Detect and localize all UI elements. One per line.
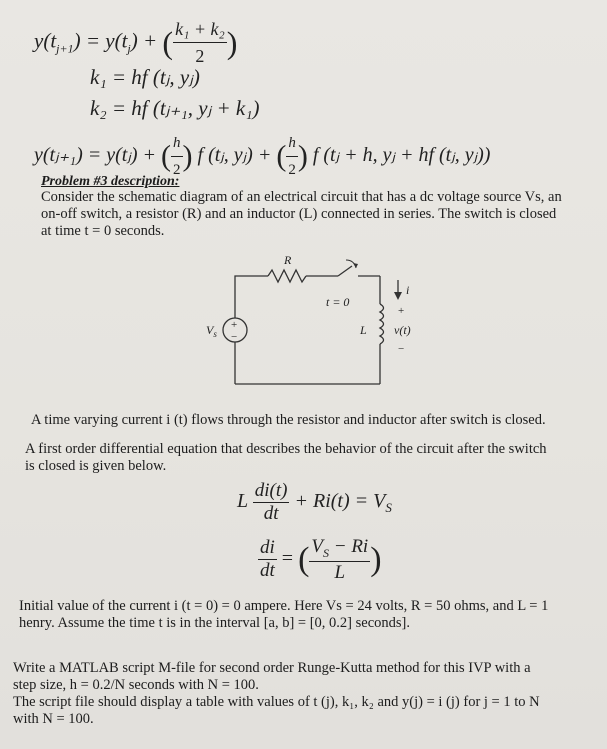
voltage-label: v(t) xyxy=(394,323,411,337)
inductor-label: L xyxy=(360,323,367,337)
equation-rk2-expanded: y(tⱼ₊₁) = y(tⱼ) + ( $\frac{h}{2}$ ) f (tⱼ, yⱼ) + ( $\frac{h}{2}$ ) f (tⱼ + h, yⱼ + hf (tⱼ, yⱼ)) xyxy=(34,130,490,183)
current-description: A time varying current i (t) flows through the resistor and inductor after switch is closed. xyxy=(31,412,546,428)
switch-label: t = 0 xyxy=(326,295,350,309)
current-label: i xyxy=(406,283,410,297)
vt-plus-sign: + xyxy=(398,305,405,317)
source-label: $V_s$ xyxy=(206,323,217,339)
equation-k1: k₁ = hf (tⱼ, yⱼ) xyxy=(90,65,200,89)
resistor-symbol xyxy=(268,270,306,282)
wire-top-left xyxy=(235,276,268,318)
differential-equation-intro: A first order differential equation that describes the behavior of the circuit after the switch is closed is given below. xyxy=(25,441,547,474)
vt-minus-sign: − xyxy=(398,343,405,355)
differential-equation: L $\frac{di(t)}{dt}$ + $Ri(t) = V_S$ xyxy=(237,480,392,524)
derivative-equation: $\frac{di}{dt}$ = ( $\frac{V_S - Ri}{L}$ ) xyxy=(260,536,382,583)
equation-k2: k₂ = hf (tⱼ₊₁, yⱼ + k₁) xyxy=(90,96,260,120)
source-plus-sign: + xyxy=(231,319,238,331)
fraction-k-average: $\frac{\text{k₁ + k₂}}{2}$ xyxy=(173,16,227,69)
circuit-diagram xyxy=(200,250,430,390)
current-arrow-head xyxy=(394,292,402,300)
equation-rk2-update: $y(t_{j+1}) = y(t_j)$ + ( $\frac{\text{k₁ + k₂}}{2}$ ) xyxy=(34,16,237,69)
task-description: Write a MATLAB script M-file for second order Runge-Kutta method for this IVP with a step size, h = 0.2/N seconds with N = 100. The script file should display a table with values of t (j), k₁, k₂ and y(j) = i (j) for j = 1 to N with N = 100. xyxy=(13,660,540,727)
problem-description: Consider the schematic diagram of an electrical circuit that has a dc voltage source Vs, an on-off switch, a resistor (R) and an inductor (L) connected in series. The switch is closed at time t = 0 seconds. xyxy=(41,189,562,239)
resistor-label: R xyxy=(284,253,292,267)
switch-blade xyxy=(338,266,352,276)
initial-conditions: Initial value of the current i (t = 0) = 0 ampere. Here Vs = 24 volts, R = 50 ohms, and L = 1 henry. Assume the time t is in the interval [a, b] = [0, 0.2] seconds]. xyxy=(19,598,549,631)
source-minus-sign: − xyxy=(231,331,238,343)
inductor-symbol xyxy=(380,304,384,344)
problem-heading: Problem #3 description: xyxy=(41,174,180,189)
